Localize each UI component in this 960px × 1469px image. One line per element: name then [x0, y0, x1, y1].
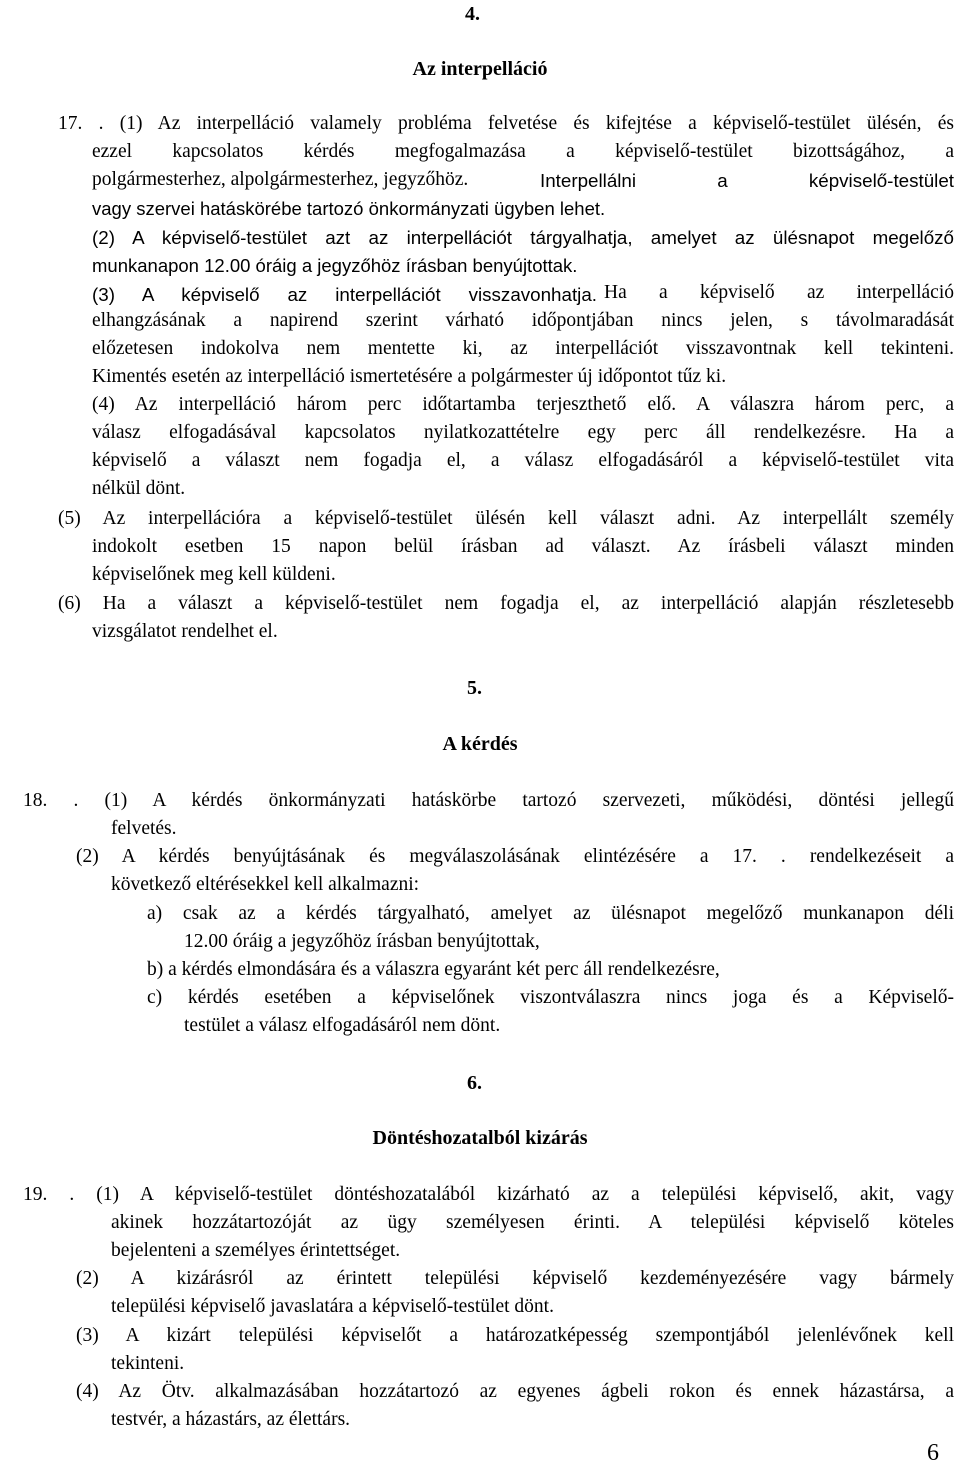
paragraph-line: (4) Az Ötv. alkalmazásában hozzátartozó az egyenes ágbeli rokon és ennek házastársa, a [76, 1381, 954, 1402]
paragraph-line: munkanapon 12.00 óráig a jegyzőhöz írásban benyújtottak. [92, 255, 578, 276]
paragraph-line: vagy szervei hatáskörébe tartozó önkormányzati ügyben lehet. [92, 198, 606, 219]
section-number-4: 4. [465, 3, 480, 25]
paragraph-line: válasz elfogadásával kapcsolatos nyilatkozattételre egy perc áll rendelkezésre. Ha a [92, 422, 954, 443]
paragraph-line: Interpellálni a képviselő-testület [540, 170, 954, 191]
list-item-b: b) a kérdés elmondására és a válaszra egyaránt két perc áll rendelkezésre, [147, 959, 720, 980]
paragraph-line: képviselő a választ nem fogadja el, a válasz elfogadásáról a képviselő-testület vita [92, 450, 954, 471]
paragraph-line: (4) Az interpelláció három perc időtartamba terjeszthető elő. A válaszra három perc, a [92, 394, 954, 415]
paragraph-line: előzetesen indokolva nem mentette ki, az interpellációt visszavontnak kell tekinteni. [92, 338, 954, 359]
paragraph-line: polgármesterhez, alpolgármesterhez, jegyzőhöz. [92, 169, 469, 190]
paragraph-line: következő eltérésekkel kell alkalmazni: [111, 874, 420, 895]
list-item-a-cont: 12.00 óráig a jegyzőhöz írásban benyújtottak, [184, 931, 540, 952]
list-item-c-cont: testület a válasz elfogadásáról nem dönt. [184, 1015, 501, 1036]
section-number-6: 6. [467, 1072, 482, 1094]
paragraph-line: nélkül dönt. [92, 478, 186, 499]
paragraph-line: 19. . (1) A képviselő-testület döntéshozatalából kizárható az a települési képviselő, akit, vagy [23, 1184, 954, 1205]
section-number-5: 5. [467, 677, 482, 699]
paragraph-line: 18. . (1) A kérdés önkormányzati hatáskörbe tartozó szervezeti, működési, döntési jellegű [23, 790, 954, 811]
paragraph-line: (3) A képviselő az interpellációt visszavonhatja. [92, 284, 597, 305]
list-item-a: a) csak az a kérdés tárgyalható, amelyet az ülésnapot megelőző munkanapon déli [147, 903, 954, 924]
list-item-c: c) kérdés esetében a képviselőnek viszontválaszra nincs joga és a Képviselő- [147, 987, 954, 1008]
paragraph-line: (2) A kérdés benyújtásának és megválaszolásának elintézésére a 17. . rendelkezéseit a [76, 846, 954, 867]
paragraph-line: vizsgálatot rendelhet el. [92, 621, 278, 642]
paragraph-line: (3) A kizárt települési képviselőt a határozatképesség szempontjából jelenlévőnek kell [76, 1325, 954, 1346]
section-title-kerdes: A kérdés [442, 733, 518, 755]
paragraph-line: bejelenteni a személyes érintettséget. [111, 1240, 401, 1261]
paragraph-line: akinek hozzátartozóját az ügy személyesen érinti. A települési képviselő köteles [111, 1212, 954, 1233]
paragraph-line: testvér, a házastárs, az élettárs. [111, 1409, 351, 1430]
paragraph-line: települési képviselő javaslatára a képviselő-testület dönt. [111, 1296, 554, 1317]
paragraph-line: (2) A kizárásról az érintett települési képviselő kezdeményezésére vagy bármely [76, 1268, 954, 1289]
paragraph-line: indokolt esetben 15 napon belül írásban ad választ. Az írásbeli választ minden [92, 536, 954, 557]
section-title-kizaras: Döntéshozatalból kizárás [372, 1127, 588, 1149]
paragraph-line: ezzel kapcsolatos kérdés megfogalmazása a képviselő-testület bizottságához, a [92, 141, 954, 162]
paragraph-line: tekinteni. [111, 1353, 185, 1374]
paragraph-line: elhangzásának a napirend szerint várható időpontjában nincs jelen, s távolmaradását [92, 310, 954, 331]
section-title-interpellacio: Az interpelláció [412, 58, 548, 80]
paragraph-line: felvetés. [111, 818, 177, 839]
paragraph-line: képviselőnek meg kell küldeni. [92, 564, 336, 585]
paragraph-line: Kimentés esetén az interpelláció ismertetésére a polgármester új időpontot tűz ki. [92, 366, 727, 387]
paragraph-line: Ha a képviselő az interpelláció [604, 282, 954, 303]
paragraph-line: (6) Ha a választ a képviselő-testület nem fogadja el, az interpelláció alapján részletesebb [58, 593, 954, 614]
paragraph-line: (5) Az interpellációra a képviselő-testület ülésén kell választ adni. Az interpellált személy [58, 508, 954, 529]
paragraph-line: (2) A képviselő-testület azt az interpellációt tárgyalhatja, amelyet az ülésnapot megelőző [92, 227, 954, 248]
paragraph-line: 17. . (1) Az interpelláció valamely probléma felvetése és kifejtése a képviselő-testület ülésén, és [58, 113, 954, 134]
page-number: 6 [927, 1440, 939, 1466]
